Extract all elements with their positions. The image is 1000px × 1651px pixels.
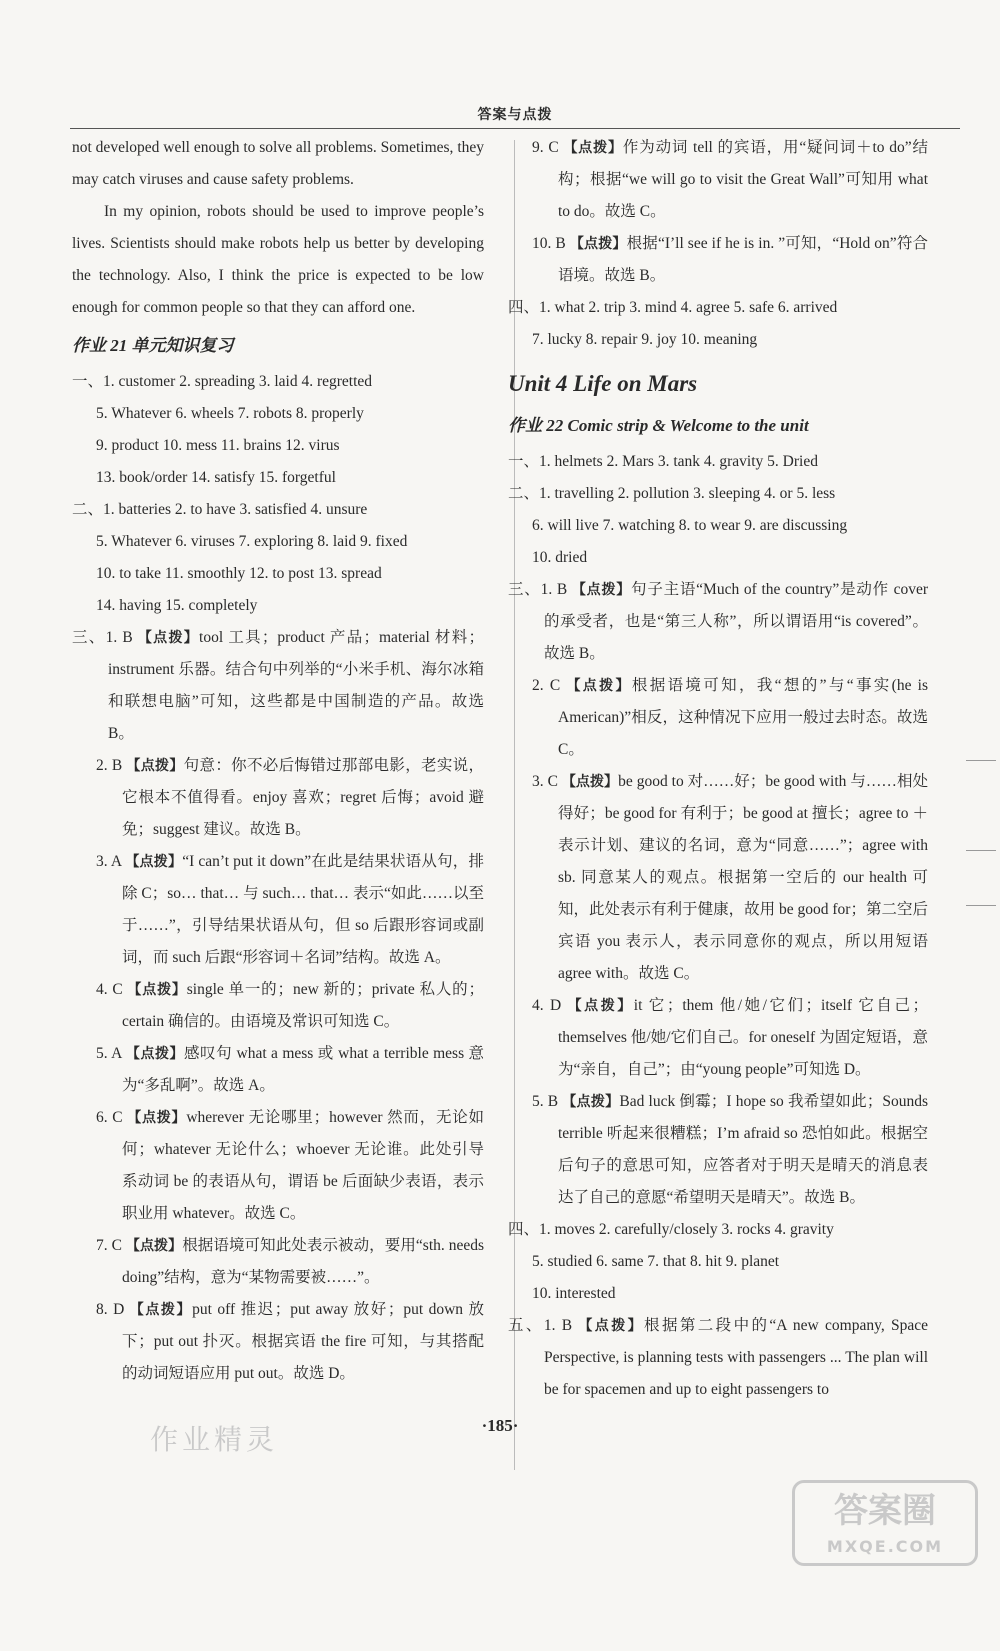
left-column bbox=[72, 132, 484, 1390]
hint-tag: 【点拨】 bbox=[571, 582, 632, 598]
item-number: 2. C bbox=[532, 677, 561, 694]
unit-title: Unit 4 Life on Mars bbox=[508, 371, 698, 396]
hint-tag: 【点拨】 bbox=[561, 774, 619, 790]
item-number: 10. B bbox=[532, 235, 566, 252]
item-number: 三、1. B bbox=[508, 581, 568, 598]
answer-item bbox=[532, 228, 928, 292]
answer-line: 二、1. travelling 2. pollution 3. sleeping 4. or 5. less bbox=[508, 485, 836, 502]
item-number: 5. A bbox=[96, 1045, 122, 1062]
hint-tag: 【点拨】 bbox=[578, 1318, 645, 1334]
item-number: 8. D bbox=[96, 1301, 125, 1318]
item-number: 4. C bbox=[96, 981, 123, 998]
answer-line: 5. Whatever 6. wheels 7. robots 8. properly bbox=[96, 405, 364, 422]
watermark-text: 作业精灵 bbox=[150, 1423, 279, 1456]
item-number: 3. C bbox=[532, 773, 558, 790]
item-text: 根据“I’ll see if he is in. ”可知，“Hold on”符合语境。故选 B。 bbox=[558, 235, 929, 284]
item-text: be good to 对……好；be good with 与……相处得好；be good for 有利于；be good at 擅长；agree to ＋ 表示计划、建议的名词，意为“同意……”；agree with sb. 同意某人的观点。根据第一空后的 our health 可知，此处表示有利于健康，故用 be good for；第二空后宾语 you 表示人，表示同意你的观点，所以用短语 agree with。故选 C。 bbox=[558, 773, 929, 982]
header-rule bbox=[70, 128, 960, 129]
answer-line: 14. having 15. completely bbox=[96, 597, 258, 614]
page-number: ·185· bbox=[481, 1416, 519, 1435]
hint-tag: 【点拨】 bbox=[137, 630, 200, 646]
hint-tag: 【点拨】 bbox=[126, 758, 184, 774]
hint-tag: 【点拨】 bbox=[125, 854, 183, 870]
item-text: 感叹句 what a mess 或 what a terrible mess 意为“多乱啊”。故选 A。 bbox=[122, 1045, 485, 1094]
answer-item bbox=[508, 1310, 928, 1406]
item-text: wherever 无论哪里；however 然而，无论如何；whatever 无论什么；whoever 无论谁。此处引导系动词 be 的表语从句，谓语 be 后面缺少表语，表示职业用 whatever。故选 C。 bbox=[122, 1109, 484, 1222]
hint-tag: 【点拨】 bbox=[563, 140, 623, 156]
column-divider bbox=[514, 140, 515, 1470]
hw21-title: 作业 21 单元知识复习 bbox=[72, 336, 234, 355]
answer-line: 5. Whatever 6. viruses 7. exploring 8. laid 9. fixed bbox=[96, 533, 408, 550]
answer-line: 7. lucky 8. repair 9. joy 10. meaning bbox=[532, 331, 758, 348]
answer-line: 9. product 10. mess 11. brains 12. virus bbox=[96, 437, 340, 454]
item-text: 根据语境可知此处表示被动，要用“sth. needs doing”结构，意为“某物需要被……”。 bbox=[122, 1237, 485, 1286]
answer-line: 6. will live 7. watching 8. to wear 9. are discussing bbox=[532, 517, 848, 534]
item-text: Bad luck 倒霉；I hope so 我希望如此；Sounds terrible 听起来很糟糕；I’m afraid so 恐怕如此。根据空后句子的意思可知，应答者对于明天是晴天的消息表达了自己的意愿“希望明天是晴天”。故选 B。 bbox=[558, 1093, 929, 1206]
page-edge-mark bbox=[966, 760, 996, 761]
answer-line: 13. book/order 14. satisfy 15. forgetful bbox=[96, 469, 336, 486]
answer-item bbox=[96, 1230, 484, 1294]
answer-item bbox=[508, 574, 928, 670]
item-text: 句意：你不必后悔错过那部电影，老实说，它根本不值得看。enjoy 喜欢；regret 后悔；avoid 避免；suggest 建议。故选 B。 bbox=[122, 757, 484, 838]
answer-item bbox=[532, 1086, 928, 1214]
item-text: “I can’t put it down”在此是结果状语从句，排除 C；so… that… 与 such… that… 表示“如此……以至于……”，引导结果状语从句，但 so 后跟形容词或副词，而 such 后跟“形容词＋名词”结构。故选 A。 bbox=[122, 853, 485, 966]
item-text: 根据第二段中的“A new company, Space Perspective, is planning tests with passengers ... The plan will be for spacemen and up to eight passengers to bbox=[544, 1317, 929, 1398]
item-number: 9. C bbox=[532, 139, 559, 156]
page-edge-mark bbox=[966, 850, 996, 851]
answer-line: 10. interested bbox=[532, 1285, 616, 1302]
answer-item bbox=[72, 622, 484, 750]
item-text: 句子主语“Much of the country”是动作 cover 的承受者，也是“第三人称”，所以谓语用“is covered”。故选 B。 bbox=[544, 581, 929, 662]
hint-tag: 【点拨】 bbox=[127, 1110, 187, 1126]
hint-tag: 【点拨】 bbox=[562, 1094, 620, 1110]
hw22-title: 作业 22 Comic strip & Welcome to the unit bbox=[508, 416, 809, 435]
answer-item bbox=[96, 1102, 484, 1230]
intro-paragraph-2: In my opinion, robots should be used to improve people’s lives. Scientists should make robots help us better by developing the technology. Also, I think the price is expected to be low enough for common people so that they can afford one. bbox=[72, 203, 484, 316]
answer-item bbox=[532, 132, 928, 228]
item-number: 4. D bbox=[532, 997, 562, 1014]
item-number: 2. B bbox=[96, 757, 123, 774]
answer-item bbox=[532, 766, 928, 990]
answer-line: 一、1. customer 2. spreading 3. laid 4. regretted bbox=[72, 373, 373, 390]
item-text: single 单一的；new 新的；private 私人的；certain 确信的。由语境及常识可知选 C。 bbox=[122, 981, 485, 1030]
answer-item bbox=[96, 846, 484, 974]
answer-item bbox=[96, 750, 484, 846]
hint-tag: 【点拨】 bbox=[567, 998, 634, 1014]
intro-paragraph-1: not developed well enough to solve all problems. Sometimes, they may catch viruses and cause safety problems. bbox=[72, 139, 484, 188]
answer-item bbox=[532, 990, 928, 1086]
item-number: 7. C bbox=[96, 1237, 122, 1254]
answer-line: 四、1. what 2. trip 3. mind 4. agree 5. safe 6. arrived bbox=[508, 299, 838, 316]
hint-tag: 【点拨】 bbox=[129, 1302, 193, 1318]
item-text: put off 推迟；put away 放好；put down 放下；put out 扑灭。根据宾语 the fire 可知，与其搭配的动词短语应用 put out。故选 D。 bbox=[122, 1301, 484, 1382]
answer-item bbox=[96, 974, 484, 1038]
item-text: tool 工具；product 产品；material 材料；instrument 乐器。结合句中列举的“小米手机、海尔冰箱和联想电脑”可知，这些都是中国制造的产品。故选 B。 bbox=[108, 629, 485, 742]
answer-line: 二、1. batteries 2. to have 3. satisfied 4. unsure bbox=[72, 501, 368, 518]
hint-tag: 【点拨】 bbox=[125, 1046, 185, 1062]
answer-line: 10. dried bbox=[532, 549, 588, 566]
running-header: 答案与点拨 bbox=[477, 107, 553, 123]
watermark-logo-url: MXQE.COM bbox=[826, 1537, 944, 1556]
watermark-logo bbox=[792, 1480, 978, 1566]
hint-tag: 【点拨】 bbox=[569, 236, 627, 252]
answer-item bbox=[96, 1294, 484, 1390]
item-number: 3. A bbox=[96, 853, 122, 870]
answer-item bbox=[532, 670, 928, 766]
item-number: 5. B bbox=[532, 1093, 559, 1110]
item-text: 根据语境可知，我“想的”与“事实(he is American)”相反，这种情况下应用一般过去时态。故选 C。 bbox=[558, 677, 929, 758]
right-column bbox=[508, 132, 929, 1406]
hint-tag: 【点拨】 bbox=[125, 1238, 183, 1254]
item-text: 作为动词 tell 的宾语，用“疑问词＋to do”结构；根据“we will go to visit the Great Wall”可知用 what to do。故选 C。 bbox=[558, 139, 928, 220]
hint-tag: 【点拨】 bbox=[566, 678, 632, 694]
page-edge-mark bbox=[966, 905, 996, 906]
answer-line: 10. to take 11. smoothly 12. to post 13. spread bbox=[96, 565, 382, 582]
item-number: 6. C bbox=[96, 1109, 123, 1126]
watermark-logo-text: 答案圈 bbox=[834, 1491, 936, 1531]
answer-line: 5. studied 6. same 7. that 8. hit 9. planet bbox=[532, 1253, 780, 1270]
answer-line: 一、1. helmets 2. Mars 3. tank 4. gravity 5. Dried bbox=[508, 453, 818, 470]
item-number: 三、1. B bbox=[72, 629, 133, 646]
item-text: it 它；them 他/她/它们；itself 它自己；themselves 他/她/它们自己。for oneself 为固定短语，意为“亲自，自己”；由“young people”可知选 D。 bbox=[558, 997, 928, 1078]
item-number: 五、1. B bbox=[508, 1317, 573, 1334]
answer-line: 四、1. moves 2. carefully/closely 3. rocks 4. gravity bbox=[508, 1221, 834, 1238]
hint-tag: 【点拨】 bbox=[127, 982, 187, 998]
answer-item bbox=[96, 1038, 484, 1102]
